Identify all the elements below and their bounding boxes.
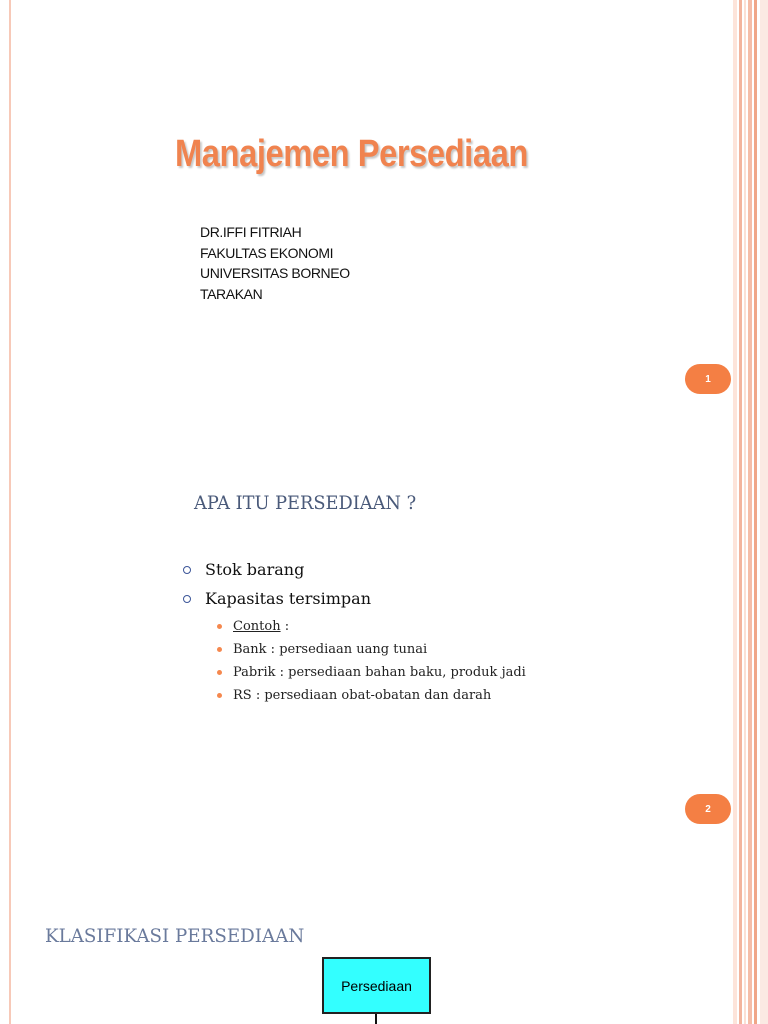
dot-bullet-icon (217, 670, 222, 675)
sub-bullet-item (217, 615, 526, 638)
right-decorative-stripe (733, 0, 737, 1024)
sub-bullet-item (217, 638, 526, 661)
ring-bullet-icon (183, 595, 191, 603)
page-number-badge: 1 (685, 364, 731, 394)
ring-bullet-icon (183, 566, 191, 574)
section-heading: APA ITU PERSEDIAAN ? (194, 493, 417, 514)
dot-bullet-icon (217, 624, 222, 629)
sub-bullet-list (217, 615, 526, 707)
sub-bullet-text: RS : persediaan obat-obatan dan darah (233, 688, 492, 703)
right-decorative-stripe (754, 0, 757, 1024)
sub-bullet-text: Bank : persediaan uang tunai (233, 642, 428, 657)
slide-title: Manajemen Persediaan (175, 133, 528, 175)
sub-bullet-text (233, 619, 289, 634)
right-decorative-stripe (748, 0, 752, 1024)
section-heading: KLASIFIKASI PERSEDIAAN (45, 925, 305, 947)
bullet-list (183, 555, 526, 707)
author-block (200, 222, 350, 304)
right-decorative-stripe (744, 0, 746, 1024)
page-number-badge: 2 (685, 794, 731, 824)
diagram-root-box: Persediaan (322, 957, 431, 1014)
left-border-line (9, 0, 11, 1024)
example-label: Contoh (233, 619, 281, 634)
bullet-text: Kapasitas tersimpan (205, 589, 371, 608)
author-university: UNIVERSITAS BORNEO (200, 265, 350, 281)
right-decorative-stripe (760, 0, 768, 1024)
author-name: DR.IFFI FITRIAH (200, 224, 302, 240)
right-decorative-stripe (739, 0, 742, 1024)
bullet-item (183, 555, 526, 584)
sub-bullet-item (217, 661, 526, 684)
dot-bullet-icon (217, 647, 222, 652)
author-city: TARAKAN (200, 285, 263, 302)
diagram-connector-line (375, 1014, 377, 1024)
example-label-suffix: : (280, 619, 290, 634)
bullet-text: Stok barang (205, 560, 305, 579)
bullet-item (183, 584, 526, 613)
sub-bullet-item (217, 684, 526, 707)
dot-bullet-icon (217, 693, 222, 698)
sub-bullet-text: Pabrik : persediaan bahan baku, produk jadi (233, 665, 526, 680)
author-faculty: FAKULTAS EKONOMI (200, 244, 334, 261)
